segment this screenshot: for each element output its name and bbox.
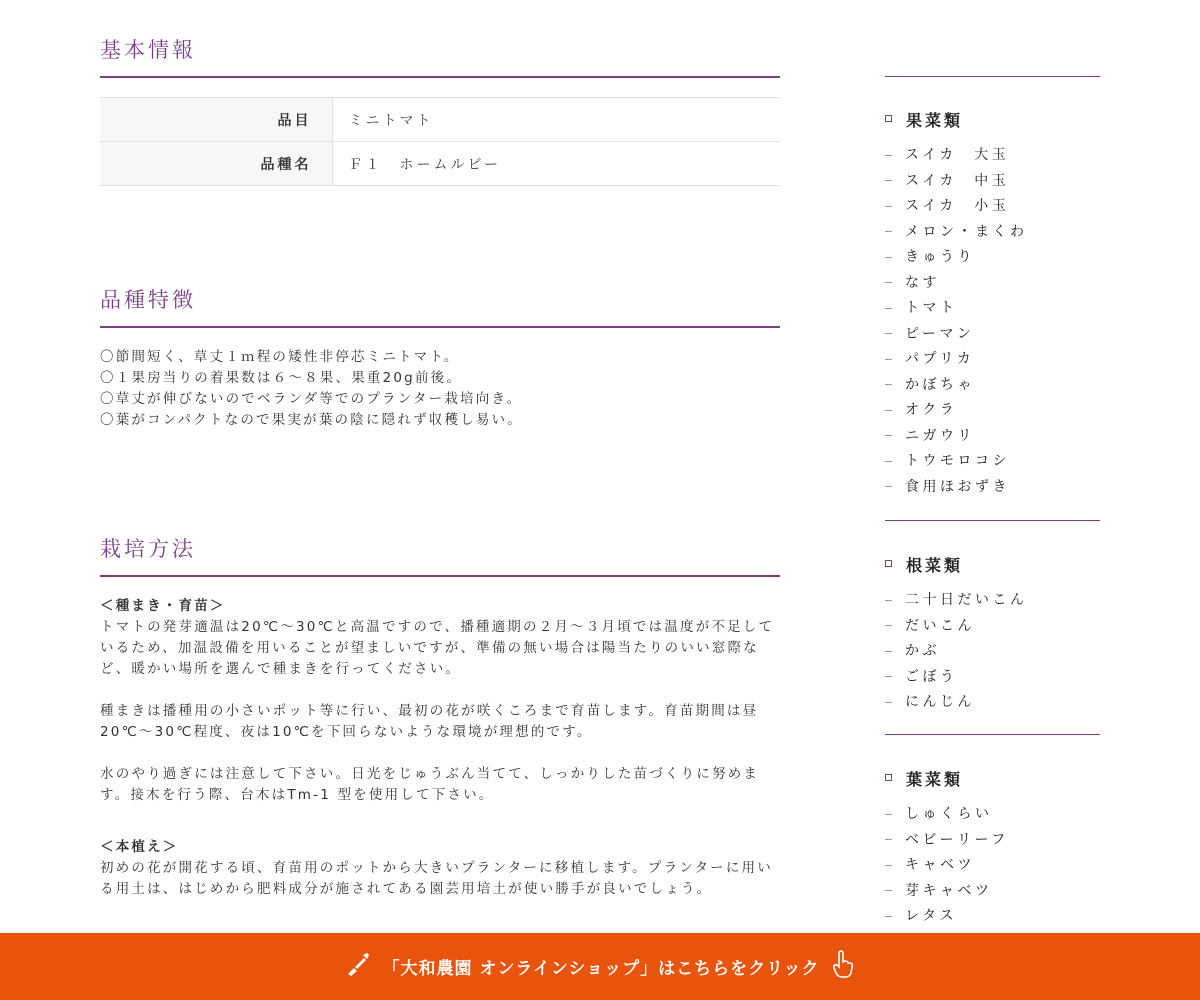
dash-icon [885,333,892,334]
dash-icon [885,308,892,309]
sidebar-item[interactable]: かぶ [885,640,1028,666]
dash-icon [885,231,892,232]
category-title: 葉菜類 [885,767,963,790]
square-bullet-icon [885,774,892,781]
dash-icon [885,865,892,866]
dash-icon [885,359,892,360]
sidebar-item[interactable]: なす [885,272,1028,298]
dash-icon [885,600,892,601]
dash-icon [885,282,892,283]
method-paragraph: 初めの花が開花する頃、育苗用のポットから大きいプランターに移植します。プランターに用いる用土は、はじめから肥料成分が施されてある園芸用培土が使い勝手が良いでしょう。 [100,860,773,897]
method-paragraph: 種まきは播種用の小さいポット等に行い、最初の花が咲くころまで育苗します。育苗期間は昼20℃～30℃程度、夜は10℃を下回らないような環境が理想的です。 [100,703,759,740]
sidebar-item[interactable]: オクラ [885,399,1028,425]
row-value-variety: Ｆ１ ホームルビー [332,142,780,186]
category-title: 果菜類 [885,108,963,131]
category-list [885,803,1009,931]
banner-text: 「大和農園 オンラインショップ」はこちらをクリック [382,959,820,979]
basic-info-table [100,97,780,186]
feature-line: 〇葉がコンパクトなので果実が葉の陰に隠れず収穫し易い。 [100,412,523,428]
pointing-hand-icon [831,949,855,984]
dash-icon [885,651,892,652]
features-list [100,347,780,431]
sidebar-item[interactable]: トマト [885,297,1028,323]
feature-line: 〇節間短く、草丈１ｍ程の矮性非停芯ミニトマト。 [100,349,460,365]
sidebar-item[interactable]: きゅうり [885,246,1028,272]
sidebar-item[interactable]: キャベツ [885,854,1009,880]
category-fruit-vegetables [885,76,1100,495]
method-paragraph: トマトの発芽適温は20℃～30℃と高温ですので、播種適期の２月～３月頃では温度が不足しているため、加温設備を用いることが望ましいですが、準備の無い場合は陽当たりのいい窓際など、暖かい場所を選んで種まきを行ってください。 [100,619,775,677]
category-root-vegetables [885,520,1100,710]
dash-icon [885,702,892,703]
dash-icon [885,461,892,462]
sidebar-item[interactable]: ベビーリーフ [885,829,1009,855]
sidebar-item[interactable]: ニガウリ [885,425,1028,451]
sidebar-item[interactable]: スイカ 小玉 [885,195,1028,221]
sidebar-item[interactable]: ピーマン [885,323,1028,349]
dash-icon [885,625,892,626]
sidebar-item[interactable]: かぼちゃ [885,374,1028,400]
sidebar-item[interactable]: 芽キャベツ [885,880,1009,906]
online-shop-banner[interactable] [0,933,1200,1000]
sidebar-item[interactable]: レタス [885,905,1009,931]
category-leaf-vegetables [885,734,1100,924]
sidebar-item[interactable]: しゅくらい [885,803,1009,829]
method-paragraph: 水のやり過ぎには注意して下さい。日光をじゅうぶん当てて、しっかりした苗づくりに努めます。接木を行う際、台木はTm-1 型を使用して下さい。 [100,766,760,803]
features-title: 品種特徴 [100,284,780,328]
basic-info-title: 基本情報 [100,34,780,78]
feature-line: 〇１果房当りの着果数は６～８果、果重20g前後。 [100,370,463,386]
square-bullet-icon [885,115,892,122]
sidebar-item[interactable]: スイカ 中玉 [885,170,1028,196]
row-label-item: 品目 [100,98,332,142]
sidebar-item[interactable]: 二十日だいこん [885,589,1028,615]
dash-icon [885,206,892,207]
basic-info-section [100,34,780,78]
dash-icon [885,814,892,815]
sidebar-item[interactable]: 食用ほおずき [885,476,1028,502]
feature-line: 〇草丈が伸びないのでベランダ等でのプランター栽培向き。 [100,391,523,407]
category-title: 根菜類 [885,553,963,576]
sidebar-item[interactable]: だいこん [885,615,1028,641]
dash-icon [885,384,892,385]
dash-icon [885,155,892,156]
shovel-icon [345,951,371,982]
sidebar-item[interactable]: パプリカ [885,348,1028,374]
dash-icon [885,486,892,487]
sidebar-item[interactable]: トウモロコシ [885,450,1028,476]
table-row [100,98,780,142]
table-row [100,142,780,186]
dash-icon [885,890,892,891]
method-body [100,596,780,900]
dash-icon [885,676,892,677]
row-label-variety: 品種名 [100,142,332,186]
dash-icon [885,916,892,917]
method-heading-planting: ＜本植え＞ [100,839,179,855]
sidebar-item[interactable]: ごぼう [885,666,1028,692]
method-heading-sowing: ＜種まき・育苗＞ [100,598,226,614]
features-section [100,284,780,328]
sidebar-item[interactable]: メロン・まくわ [885,221,1028,247]
dash-icon [885,839,892,840]
method-title: 栽培方法 [100,533,780,577]
sidebar-item[interactable]: スイカ 大玉 [885,144,1028,170]
sidebar-item[interactable]: にんじん [885,691,1028,717]
category-list [885,589,1028,717]
dash-icon [885,180,892,181]
method-section [100,533,780,577]
dash-icon [885,435,892,436]
row-value-item: ミニトマト [332,98,780,142]
dash-icon [885,257,892,258]
square-bullet-icon [885,560,892,567]
category-list [885,144,1028,501]
dash-icon [885,410,892,411]
